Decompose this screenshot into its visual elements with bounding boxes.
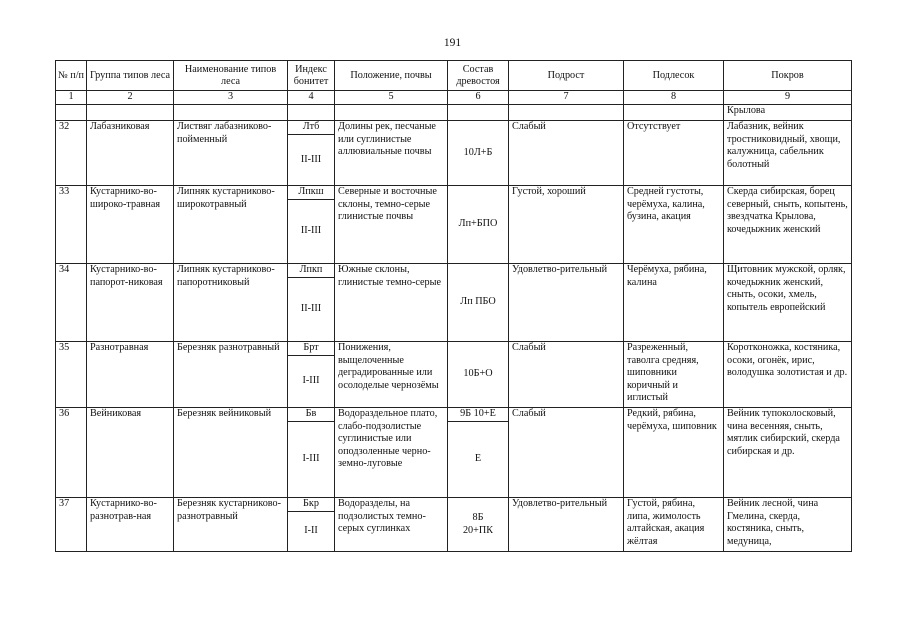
- ground-cover: Вейник тупоколосковый, чина весенняя, сныть, мятлик сибирский, скерда сибирская и др.: [724, 408, 852, 498]
- underbrush: Средней густоты, черёмуха, калина, бузина, акация: [624, 186, 724, 264]
- header-row: [56, 61, 852, 91]
- header-cover: Покров: [724, 61, 852, 91]
- position-soil: Водораздельное плато, слабо-подзолистые суглинистые или оподзоленные черно-земно-луговые: [335, 408, 448, 498]
- position-soil: Водоразделы, на подзолистых темно-серых суглинках: [335, 498, 448, 552]
- position-soil: Южные склоны, глинистые темно-серые: [335, 264, 448, 342]
- forest-index: Бв: [288, 408, 335, 422]
- stand-composition: 10Л+Б: [448, 121, 509, 186]
- header-index: Индекс бонитет: [288, 61, 335, 91]
- forest-group: Кустарнико-во-широко-травная: [87, 186, 174, 264]
- column-number: 8: [624, 91, 724, 105]
- stand-composition: 10Б+О: [448, 342, 509, 408]
- continuation-row: [56, 105, 852, 121]
- ground-cover: Коротконожка, костяника, осоки, огонёк, ирис, володушка золотистая и др.: [724, 342, 852, 408]
- forest-group: Разнотравная: [87, 342, 174, 408]
- column-number: 2: [87, 91, 174, 105]
- table-row: [56, 264, 852, 278]
- row-number: 34: [56, 264, 87, 342]
- bonitet: I-III: [288, 356, 335, 408]
- forest-type-name: Березняк вейниковый: [174, 408, 288, 498]
- table-row: [56, 186, 852, 200]
- stand-composition-continued: Е: [448, 422, 509, 498]
- underbrush: Редкий, рябина, черёмуха, шиповник: [624, 408, 724, 498]
- undergrowth: Слабый: [509, 342, 624, 408]
- underbrush: Разреженный, таволга средняя, шиповники коричный и иглистый: [624, 342, 724, 408]
- row-number: 32: [56, 121, 87, 186]
- header-composition: Состав древостоя: [448, 61, 509, 91]
- position-soil: Понижения, выщелоченные деградированные или осолоделые чернозёмы: [335, 342, 448, 408]
- column-number: 3: [174, 91, 288, 105]
- table-row: [56, 498, 852, 512]
- underbrush: Черёмуха, рябина, калина: [624, 264, 724, 342]
- table-row: [56, 342, 852, 356]
- stand-composition: [448, 498, 509, 552]
- stand-composition-line: 20+ПК: [462, 524, 494, 536]
- table-row: [56, 121, 852, 135]
- forest-type-name: Березняк кустарниково-разнотравный: [174, 498, 288, 552]
- forest-type-name: Березняк разнотравный: [174, 342, 288, 408]
- row-number: 33: [56, 186, 87, 264]
- ground-cover: Щитовник мужской, орляк, кочедыжник женский, сныть, осоки, хмель, копытель европейский: [724, 264, 852, 342]
- column-number: 9: [724, 91, 852, 105]
- header-num: № п/п: [56, 61, 87, 91]
- underbrush: Отсутствует: [624, 121, 724, 186]
- ground-cover: Вейник лесной, чина Гмелина, скерда, костяника, сныть, медуница,: [724, 498, 852, 552]
- ground-cover: Скерда сибирская, борец северный, сныть, копытень, звездчатка Крылова, кочедыжник женский: [724, 186, 852, 264]
- column-number: 1: [56, 91, 87, 105]
- undergrowth: Густой, хороший: [509, 186, 624, 264]
- forest-index: Лтб: [288, 121, 335, 135]
- stand-composition: 9Б 10+Е: [448, 408, 509, 422]
- row-number: 35: [56, 342, 87, 408]
- position-soil: Северные и восточные склоны, темно-серые глинистые почвы: [335, 186, 448, 264]
- table-row: [56, 408, 852, 422]
- position-soil: Долины рек, песчаные или суглинистые аллювиальные почвы: [335, 121, 448, 186]
- bonitet: II-III: [288, 278, 335, 342]
- header-type-name: Наименование типов леса: [174, 61, 288, 91]
- header-underbrush: Подлесок: [624, 61, 724, 91]
- header-position: Положение, почвы: [335, 61, 448, 91]
- forest-index: Лпкп: [288, 264, 335, 278]
- forest-group: Лабазниковая: [87, 121, 174, 186]
- bonitet: I-II: [288, 512, 335, 552]
- column-number: 4: [288, 91, 335, 105]
- underbrush: Густой, рябина, липа, жимолость алтайская, акация жёлтая: [624, 498, 724, 552]
- forest-index: Бкр: [288, 498, 335, 512]
- column-number: 5: [335, 91, 448, 105]
- stand-composition-line: 8Б: [472, 511, 484, 523]
- forest-type-name: Липняк кустарниково-папоротниковый: [174, 264, 288, 342]
- ground-cover: Лабазник, вейник тростниковидный, хвощи, калужница, сабельник болотный: [724, 121, 852, 186]
- forest-type-name: Листвяг лабазниково-пойменный: [174, 121, 288, 186]
- header-undergrowth: Подрост: [509, 61, 624, 91]
- bonitet: II-III: [288, 200, 335, 264]
- stand-composition: Лп+БПО: [448, 186, 509, 264]
- forest-types-table: [55, 60, 852, 552]
- stand-composition: Лп ПБО: [448, 264, 509, 342]
- forest-index: Лпкш: [288, 186, 335, 200]
- page-number: 191: [443, 37, 462, 49]
- bonitet: II-III: [288, 135, 335, 186]
- header-group: Группа типов леса: [87, 61, 174, 91]
- undergrowth: Удовлетво-рительный: [509, 264, 624, 342]
- forest-group: Вейниковая: [87, 408, 174, 498]
- continuation-text: Крылова: [724, 105, 852, 121]
- forest-type-name: Липняк кустарниково-широкотравный: [174, 186, 288, 264]
- undergrowth: Слабый: [509, 408, 624, 498]
- column-number-row: [56, 91, 852, 105]
- bonitet: I-III: [288, 422, 335, 498]
- undergrowth: Удовлетво-рительный: [509, 498, 624, 552]
- column-number: 7: [509, 91, 624, 105]
- forest-group: Кустарнико-во-папорот-никовая: [87, 264, 174, 342]
- row-number: 37: [56, 498, 87, 552]
- column-number: 6: [448, 91, 509, 105]
- forest-group: Кустарнико-во-разнотрав-ная: [87, 498, 174, 552]
- undergrowth: Слабый: [509, 121, 624, 186]
- forest-index: Брт: [288, 342, 335, 356]
- row-number: 36: [56, 408, 87, 498]
